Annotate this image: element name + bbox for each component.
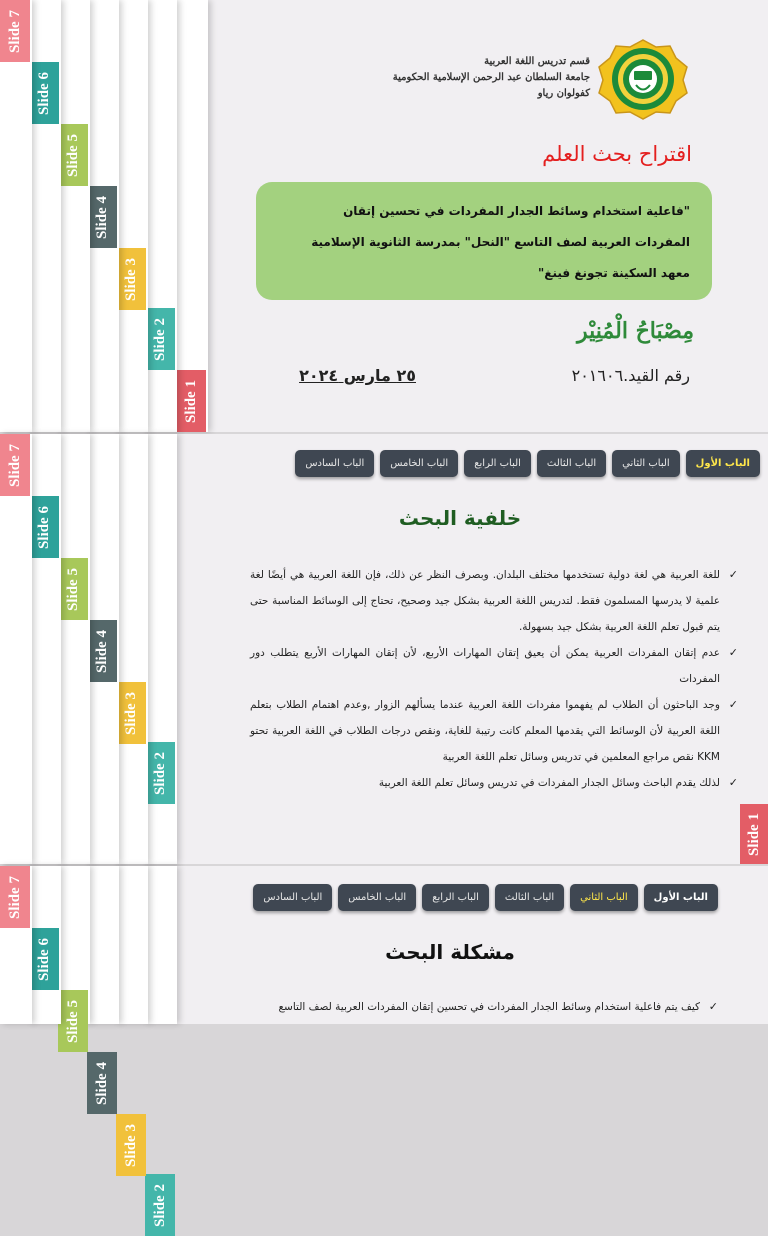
institution-city: كفولوان رياو	[537, 88, 590, 99]
slide-tab-label: Slide 5	[64, 567, 81, 611]
slide-tab-3[interactable]	[116, 248, 146, 310]
check-icon: ✓	[728, 568, 738, 581]
slide-tab-4[interactable]	[87, 1052, 117, 1114]
slide-tab-label: Slide 6	[35, 505, 52, 549]
bullet-item	[214, 994, 720, 1020]
research-title-line-1: "فاعلية استخدام وسائط الجدار المفردات في تحسين إتقان	[343, 204, 690, 218]
check-icon: ✓	[728, 698, 738, 711]
slide-tab-strip	[87, 866, 119, 1024]
slide-tab-label: Slide 7	[6, 443, 23, 487]
slide-tab-label: Slide 4	[93, 195, 110, 239]
check-icon: ✓	[728, 646, 738, 659]
slide-tab-strip	[0, 0, 32, 432]
slide-tab-strip	[58, 0, 90, 432]
slide-tab-label: Slide 7	[6, 875, 23, 919]
slide-tabs	[0, 0, 210, 432]
section-heading: خلفية البحث	[398, 506, 522, 530]
bullet-text: عدم إتقان المفردات العربية يمكن أن يعيق إتقان المهارات الأربع، لأن إتقان المهارات الأربع يتطلب دور المفردات	[250, 647, 720, 685]
institution-department: قسم تدريس اللغة العربية	[484, 56, 590, 67]
slide-tab-label: Slide 4	[93, 629, 110, 673]
slide-tab-label: Slide 2	[151, 317, 168, 361]
slide-tab-strip	[116, 0, 148, 432]
slide-tab-6[interactable]	[29, 62, 59, 124]
presentation-date: ٢٥ مارس ٢٠٢٤	[299, 366, 416, 385]
institution-university: جامعة السلطان عبد الرحمن الإسلامية الحكومية	[392, 72, 590, 83]
slide-tab-4[interactable]	[87, 186, 117, 248]
slide-tab-2[interactable]	[145, 742, 175, 804]
nav-chapter-5[interactable]: الباب الخامس	[338, 884, 416, 911]
institution-block	[392, 54, 590, 102]
nav-chapter-6[interactable]: الباب السادس	[295, 450, 374, 477]
nav-chapter-2[interactable]: الباب الثاني	[570, 884, 638, 911]
slide-tab-2[interactable]	[145, 308, 175, 370]
slide-tab-5[interactable]	[58, 124, 88, 186]
author-name: مِصْبَاحُ الْمُنِيْر	[576, 318, 694, 344]
slide-tab-1-right-label: Slide 1	[745, 812, 762, 856]
slide-tab-3[interactable]	[116, 1114, 146, 1176]
slide-tab-label: Slide 7	[6, 9, 23, 53]
slide-tabs	[0, 434, 210, 864]
bullet-item	[250, 692, 740, 770]
slide-tab-7[interactable]	[0, 434, 30, 496]
chapter-nav	[253, 884, 718, 911]
slide-tab-label: Slide 5	[64, 133, 81, 177]
slide-tab-label: Slide 4	[93, 1061, 110, 1105]
bullet-item	[250, 562, 740, 640]
slide-2	[0, 434, 768, 864]
nav-chapter-6[interactable]: الباب السادس	[253, 884, 332, 911]
university-logo	[596, 38, 690, 120]
bullet-text: لذلك يقدم الباحث وسائل الجدار المفردات في تدريس وسائل تعلم اللغة العربية	[378, 777, 720, 789]
bullet-item	[250, 640, 740, 692]
bullet-text: للغة العربية هي لغة دولية تستخدمها مختلف البلدان. وبصرف النظر عن ذلك، فإن اللغة العربية هي أيضًا لغة علمية لا يدرسها المسلمون فقط. لتدريس اللغة العربية بشكل جيد وصحيح، تحتاج إلى الوسائط المناسبة حتى يتم قبول تعلم اللغة العربية بشكل جيد بسهولة.	[250, 569, 720, 633]
slide-tab-label: Slide 2	[151, 1183, 168, 1227]
slide-tab-3[interactable]	[116, 682, 146, 744]
slide-tab-4[interactable]	[87, 620, 117, 682]
slide-tab-strip	[116, 434, 148, 864]
nav-chapter-3[interactable]: الباب الثالث	[537, 450, 606, 477]
nav-chapter-1[interactable]: الباب الأول	[686, 450, 760, 477]
slide-tab-6[interactable]	[29, 928, 59, 990]
slide-tabs	[0, 866, 210, 1227]
nav-chapter-4[interactable]: الباب الرابع	[422, 884, 489, 911]
slide-tab-6[interactable]	[29, 496, 59, 558]
slide-tab-label: Slide 6	[35, 71, 52, 115]
slide-tab-2[interactable]	[145, 1174, 175, 1236]
slide-tab-7[interactable]	[0, 866, 30, 928]
research-title-line-2: المفردات العربية لصف التاسع "النحل" بمدرسة الثانوية الإسلامية	[311, 235, 690, 249]
title-box	[256, 182, 712, 300]
slide-tab-label: Slide 3	[122, 691, 139, 735]
slide-tab-7[interactable]	[0, 0, 30, 62]
slide-tab-5[interactable]	[58, 558, 88, 620]
slide-3	[0, 866, 768, 1227]
bullet-text: كيف يتم فاعلية استخدام وسائط الجدار المفردات في تحسين إتقان المفردات العربية لصف التاسع	[278, 1001, 700, 1013]
slide-tab-5[interactable]	[58, 990, 88, 1052]
slide-tab-strip	[176, 0, 208, 432]
slide-tab-strip	[0, 434, 32, 864]
section-heading: مشكلة البحث	[385, 940, 515, 964]
slide-tab-strip	[145, 866, 177, 1024]
student-id: رقم القيد.٢٠١٦٠٦	[571, 366, 690, 385]
university-logo-icon	[596, 38, 690, 120]
bullet-text: وجد الباحثون أن الطلاب لم يفهموا مفردات اللغة العربية عندما يسألهم الزوار ,وعدم اهتمام الطلاب بتعلم اللغة العربية لأن الوسائط التي يقدمها المعلم كانت رتيبة للغاية، ونقص درجات الطلاب في اللغة العربية تحتو KKM نقص مراجع المعلمين في تدريس وسائل تعلم اللغة العربية	[250, 699, 720, 763]
nav-chapter-1[interactable]: الباب الأول	[644, 884, 718, 911]
chapter-nav	[295, 450, 760, 477]
problem-bullets	[214, 994, 720, 1020]
slide-tab-1-right[interactable]	[740, 804, 768, 864]
check-icon: ✓	[708, 1000, 718, 1013]
nav-chapter-4[interactable]: الباب الرابع	[464, 450, 531, 477]
slide-tab-label: Slide 6	[35, 937, 52, 981]
slide-tab-label: Slide 1	[182, 379, 199, 423]
slide-tab-label: Slide 5	[64, 999, 81, 1043]
bullet-item	[250, 770, 740, 796]
slide-tab-label: Slide 3	[122, 257, 139, 301]
nav-chapter-2[interactable]: الباب الثاني	[612, 450, 680, 477]
research-title	[270, 196, 690, 289]
proposal-heading: اقتراح بحث العلم	[542, 142, 692, 166]
nav-chapter-3[interactable]: الباب الثالث	[495, 884, 564, 911]
slide-tab-strip	[58, 434, 90, 864]
check-icon: ✓	[728, 776, 738, 789]
slide-tab-strip	[116, 866, 148, 1024]
nav-chapter-5[interactable]: الباب الخامس	[380, 450, 458, 477]
slide-tab-1[interactable]	[176, 370, 206, 432]
research-title-line-3: معهد السكينة تجونغ فينغ"	[538, 266, 690, 280]
slide-1	[0, 0, 768, 432]
slide-tab-label: Slide 3	[122, 1123, 139, 1167]
slide-tab-label: Slide 2	[151, 751, 168, 795]
background-bullets	[250, 562, 740, 796]
